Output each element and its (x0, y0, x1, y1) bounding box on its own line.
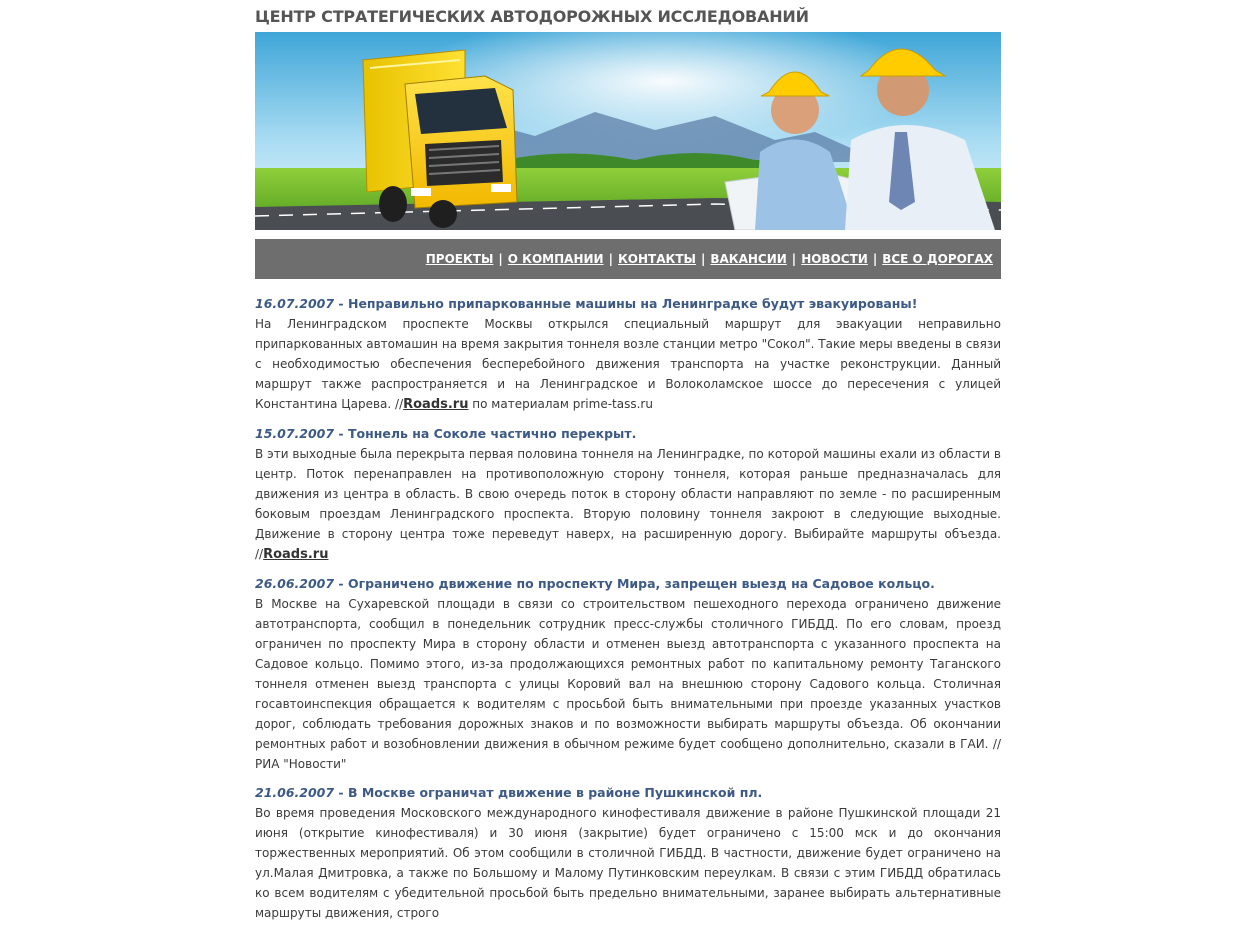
news-title: Неправильно припаркованные машины на Ленинградке будут эвакуированы! (347, 296, 918, 311)
news-date: 26.06.2007 (255, 576, 335, 591)
news-date: 16.07.2007 (255, 296, 335, 311)
source-link-roads[interactable]: Roads.ru (263, 547, 329, 562)
news-text-main: Во время проведения Московского международного кинофестиваля движение в районе Пушкинской площади 21 июня (открытие кинофестиваля) и 30 июня (закрытие) будет ограничено с 15:00 мск и до окончания торжественных мероприятий. Об этом сообщили в столичной ГИБДД. В частности, движение будет ограничено на ул.Малая Дмитровка, а также по Большому и Малому Путинковским переулкам. В связи с этим ГИБДД обратилась ко всем водителям с убедительной просьбой быть предельно внимательными, заранее выбирать альтернативные маршруты движения, строго (255, 806, 1001, 920)
news-text (255, 803, 1001, 923)
news-item (255, 294, 1001, 415)
nav-contacts-link[interactable]: КОНТАКТЫ (617, 252, 696, 266)
nav-separator: | (872, 252, 878, 266)
news-headline (255, 574, 1001, 594)
news-text-tail: по материалам prime-tass.ru (468, 397, 653, 411)
news-title: Тоннель на Соколе частично перекрыт. (347, 426, 637, 441)
news-headline (255, 783, 1001, 803)
news-text-main: На Ленинградском проспекте Москвы открылся специальный маршрут для эвакуации неправильно припаркованных автомашин на время закрытия тоннеля возле станции метро "Сокол". Такие меры введены в связи с необходимостью обеспечения бесперебойного движения транспорта на участке реконструкции. Данный маршрут также распространяется и на Ленинградское и Волоколамское шоссе до пересечения с улицей Константина Царева. // (255, 317, 1001, 411)
news-headline (255, 424, 1001, 444)
news-text (255, 444, 1001, 565)
news-dash: - (334, 426, 348, 441)
news-date: 15.07.2007 (255, 426, 335, 441)
news-text (255, 314, 1001, 415)
nav-vacancies-link[interactable]: ВАКАНСИИ (710, 252, 787, 266)
main-navigation (255, 239, 1001, 279)
news-text-main: В эти выходные была перекрыта первая половина тоннеля на Ленинградке, по которой машины ехали из области в центр. Поток перенаправлен на противоположную сторону тоннеля, которая раньше предназначалась для движения из центра в область. В свою очередь поток в сторону области направляют по земле - по расширенным боковым проездам Ленинградского проспекта. Вторую половину тоннеля закроют в следующие выходные. Движение в сторону центра тоже переведут наверх, на расширенную дорогу. Выбирайте маршруты объезда. // (255, 447, 1001, 561)
news-item (255, 424, 1001, 565)
news-list (255, 294, 1001, 923)
news-title: Ограничено движение по проспекту Мира, запрещен выезд на Садовое кольцо. (347, 576, 935, 591)
page-container (255, 0, 1001, 932)
news-date: 21.06.2007 (255, 785, 335, 800)
nav-separator: | (608, 252, 613, 266)
news-item (255, 783, 1001, 923)
nav-separator: | (700, 252, 706, 266)
news-title: В Москве ограничат движение в районе Пушкинской пл. (347, 785, 763, 800)
source-link-roads[interactable]: Roads.ru (403, 397, 469, 412)
nav-roads-link[interactable]: ВСЕ О ДОРОГАХ (882, 252, 993, 266)
news-item (255, 574, 1001, 774)
news-dash: - (334, 785, 348, 800)
nav-projects-link[interactable]: ПРОЕКТЫ (425, 252, 494, 266)
banner-illustration (255, 32, 1001, 230)
news-headline (255, 294, 1001, 314)
nav-news-link[interactable]: НОВОСТИ (801, 252, 868, 266)
site-title: ЦЕНТР СТРАТЕГИЧЕСКИХ АВТОДОРОЖНЫХ ИССЛЕДОВАНИЙ (255, 7, 809, 26)
news-text (255, 594, 1001, 774)
nav-about-link[interactable]: О КОМПАНИИ (507, 252, 604, 266)
header-banner-image (255, 32, 1001, 230)
nav-separator: | (791, 252, 797, 266)
news-dash: - (334, 296, 348, 311)
nav-separator: | (498, 252, 503, 266)
news-dash: - (334, 576, 348, 591)
news-text-main: В Москве на Сухаревской площади в связи со строительством пешеходного перехода ограничено движение автотранспорта, сообщил в понедельник сотрудник пресс-службы столичного ГИБДД. По его словам, проезд ограничен по проспекту Мира в сторону области и отменен выезд автотранспорта с указанного проспекта на Садовое кольцо. Помимо этого, из-за продолжающихся ремонтных работ по капитальному ремонту Таганского тоннеля отменен выезд транспорта с улицы Коровий вал на внешнюю сторону Садового кольца. Столичная госавтоинспекция обращается к водителям с просьбой быть внимательными при проезде указанных участков дорог, соблюдать требования дорожных знаков и по возможности выбирать маршруты объезда. Об окончании ремонтных работ и возобновлении движения в обычном режиме будет сообщено дополнительно, сказали в ГАИ. // РИА "Новости" (255, 597, 1001, 771)
